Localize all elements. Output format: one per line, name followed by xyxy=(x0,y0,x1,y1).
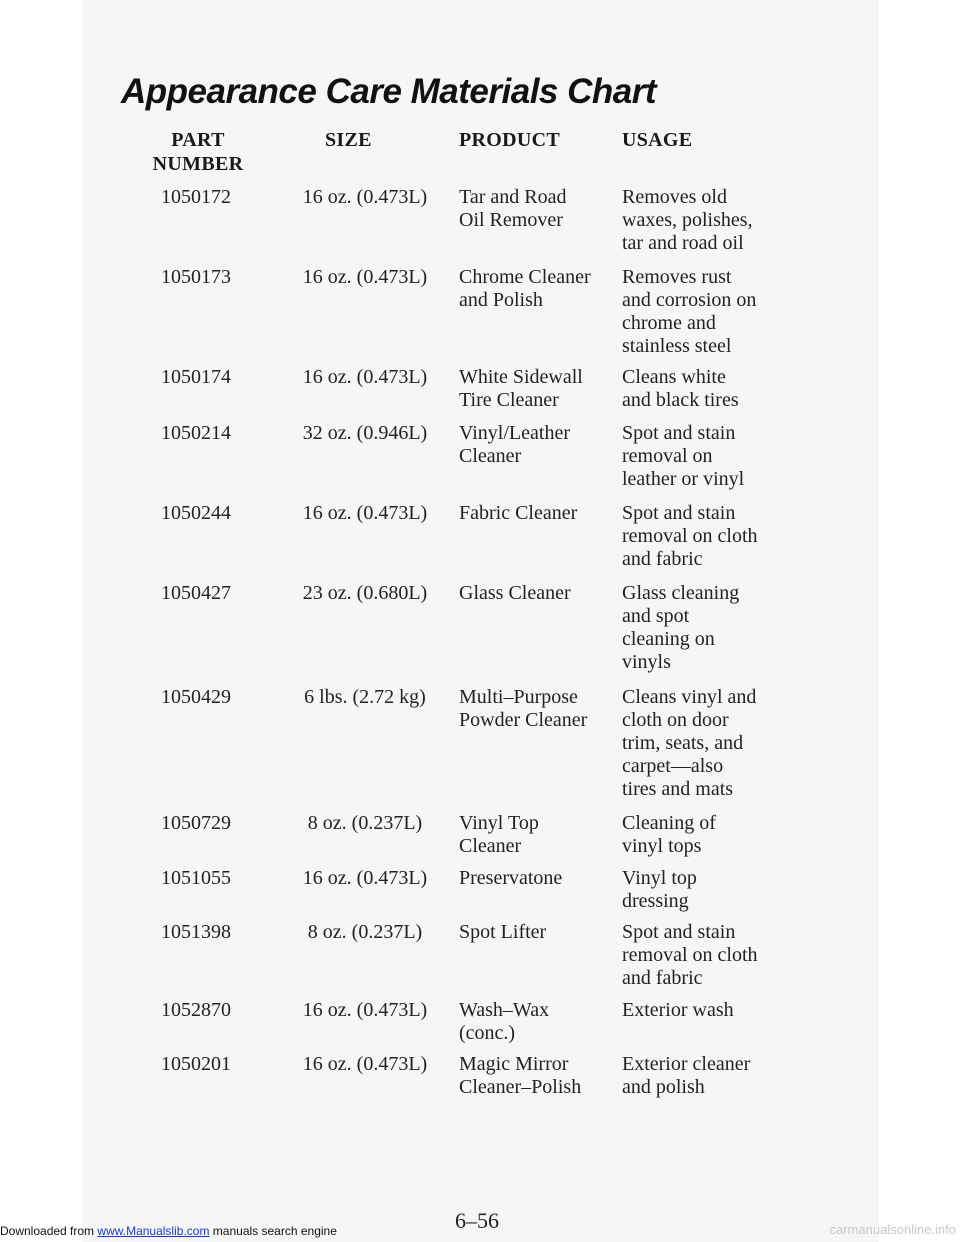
header-part-number xyxy=(138,128,258,176)
size-cell: 16 oz. (0.473L) xyxy=(302,502,428,524)
header-part-line2: NUMBER xyxy=(152,153,244,175)
usage-line: tar and road oil xyxy=(622,232,744,254)
part-number-cell: 1050244 xyxy=(161,502,231,524)
size-cell: 8 oz. (0.237L) xyxy=(307,812,423,834)
part-number-cell: 1050172 xyxy=(161,186,231,208)
product-line: Fabric Cleaner xyxy=(459,502,578,524)
product-cell xyxy=(459,921,619,944)
usage-cell xyxy=(622,186,792,255)
usage-cell xyxy=(622,266,792,358)
usage-line: Spot and stain xyxy=(622,921,736,943)
part-number-cell: 1052870 xyxy=(161,999,231,1021)
usage-line: Spot and stain xyxy=(622,502,736,524)
size-cell: 16 oz. (0.473L) xyxy=(302,366,428,388)
size-cell: 6 lbs. (2.72 kg) xyxy=(304,686,426,708)
product-line: Glass Cleaner xyxy=(459,582,571,604)
download-footer xyxy=(0,1224,337,1238)
page-title: Appearance Care Materials Chart xyxy=(121,72,656,111)
usage-line: removal on xyxy=(622,445,713,467)
usage-line: removal on cloth xyxy=(622,525,758,547)
usage-line: Cleans vinyl and xyxy=(622,686,757,708)
size-cell: 16 oz. (0.473L) xyxy=(302,186,428,208)
header-part-line1: PART xyxy=(171,129,225,151)
usage-line: tires and mats xyxy=(622,778,734,800)
usage-line: Cleans white xyxy=(622,366,726,388)
size-cell: 8 oz. (0.237L) xyxy=(307,921,423,943)
part-number-cell: 1050729 xyxy=(161,812,231,834)
usage-line: dressing xyxy=(622,890,689,912)
usage-line: and spot xyxy=(622,605,690,627)
usage-line: Glass cleaning xyxy=(622,582,740,604)
manualslib-link[interactable]: www.Manualslib.com xyxy=(97,1224,210,1238)
product-line: Oil Remover xyxy=(459,209,563,231)
watermark: carmanualsonline.info xyxy=(829,1222,956,1237)
size-cell: 16 oz. (0.473L) xyxy=(302,266,428,288)
header-product: PRODUCT xyxy=(459,129,560,151)
product-line: and Polish xyxy=(459,289,543,311)
size-cell: 16 oz. (0.473L) xyxy=(302,999,428,1021)
usage-cell xyxy=(622,582,792,674)
usage-line: cloth on door xyxy=(622,709,729,731)
usage-line: cleaning on xyxy=(622,628,715,650)
usage-cell xyxy=(622,812,792,858)
product-cell xyxy=(459,812,619,858)
product-line: Cleaner xyxy=(459,835,522,857)
usage-line: Removes old xyxy=(622,186,727,208)
usage-cell xyxy=(622,867,792,913)
product-line: Powder Cleaner xyxy=(459,709,588,731)
product-line: Chrome Cleaner xyxy=(459,266,591,288)
size-cell: 32 oz. (0.946L) xyxy=(302,422,428,444)
product-cell xyxy=(459,582,619,605)
usage-line: trim, seats, and xyxy=(622,732,744,754)
usage-line: leather or vinyl xyxy=(622,468,745,490)
usage-cell xyxy=(622,366,792,412)
header-size: SIZE xyxy=(325,129,372,151)
product-cell xyxy=(459,422,619,468)
product-line: Preservatone xyxy=(459,867,563,889)
size-cell: 16 oz. (0.473L) xyxy=(302,867,428,889)
product-cell xyxy=(459,502,619,525)
usage-line: vinyl tops xyxy=(622,835,702,857)
usage-line: removal on cloth xyxy=(622,944,758,966)
usage-line: and fabric xyxy=(622,967,703,989)
product-line: Cleaner xyxy=(459,445,522,467)
usage-line: Removes rust xyxy=(622,266,732,288)
product-line: Wash–Wax xyxy=(459,999,550,1021)
size-cell: 16 oz. (0.473L) xyxy=(302,1053,428,1075)
product-line: Magic Mirror xyxy=(459,1053,569,1075)
usage-cell xyxy=(622,999,792,1022)
usage-line: carpet—also xyxy=(622,755,724,777)
part-number-cell: 1050201 xyxy=(161,1053,231,1075)
part-number-cell: 1050427 xyxy=(161,582,231,604)
product-line: Multi–Purpose xyxy=(459,686,578,708)
product-cell xyxy=(459,366,619,412)
usage-cell xyxy=(622,1053,792,1099)
size-cell: 23 oz. (0.680L) xyxy=(302,582,428,604)
usage-line: vinyls xyxy=(622,651,671,673)
product-line: Cleaner–Polish xyxy=(459,1076,582,1098)
product-line: (conc.) xyxy=(459,1022,516,1044)
part-number-cell: 1050214 xyxy=(161,422,231,444)
product-cell xyxy=(459,1053,619,1099)
usage-cell xyxy=(622,921,792,990)
page-number: 6–56 xyxy=(455,1208,499,1233)
usage-line: Spot and stain xyxy=(622,422,736,444)
usage-line: waxes, polishes, xyxy=(622,209,753,231)
part-number-cell: 1051055 xyxy=(161,867,231,889)
part-number-cell: 1051398 xyxy=(161,921,231,943)
product-line: White Sidewall xyxy=(459,366,583,388)
product-cell xyxy=(459,867,619,890)
part-number-cell: 1050429 xyxy=(161,686,231,708)
usage-line: stainless steel xyxy=(622,335,732,357)
usage-line: Vinyl top xyxy=(622,867,697,889)
product-cell xyxy=(459,999,619,1045)
product-cell xyxy=(459,186,619,232)
usage-line: and black tires xyxy=(622,389,739,411)
usage-line: Exterior cleaner xyxy=(622,1053,751,1075)
usage-cell xyxy=(622,422,792,491)
header-usage: USAGE xyxy=(622,129,693,151)
part-number-cell: 1050173 xyxy=(161,266,231,288)
usage-line: Cleaning of xyxy=(622,812,716,834)
product-cell xyxy=(459,266,619,312)
footer-suffix: manuals search engine xyxy=(212,1224,337,1238)
product-line: Tire Cleaner xyxy=(459,389,559,411)
product-line: Vinyl/Leather xyxy=(459,422,570,444)
usage-line: and fabric xyxy=(622,548,703,570)
product-line: Spot Lifter xyxy=(459,921,547,943)
usage-cell xyxy=(622,502,792,571)
footer-prefix: Downloaded from xyxy=(0,1224,95,1238)
usage-cell xyxy=(622,686,792,801)
product-line: Tar and Road xyxy=(459,186,567,208)
part-number-cell: 1050174 xyxy=(161,366,231,388)
usage-line: chrome and xyxy=(622,312,716,334)
product-line: Vinyl Top xyxy=(459,812,539,834)
usage-line: and corrosion on xyxy=(622,289,757,311)
usage-line: and polish xyxy=(622,1076,705,1098)
usage-line: Exterior wash xyxy=(622,999,734,1021)
product-cell xyxy=(459,686,619,732)
